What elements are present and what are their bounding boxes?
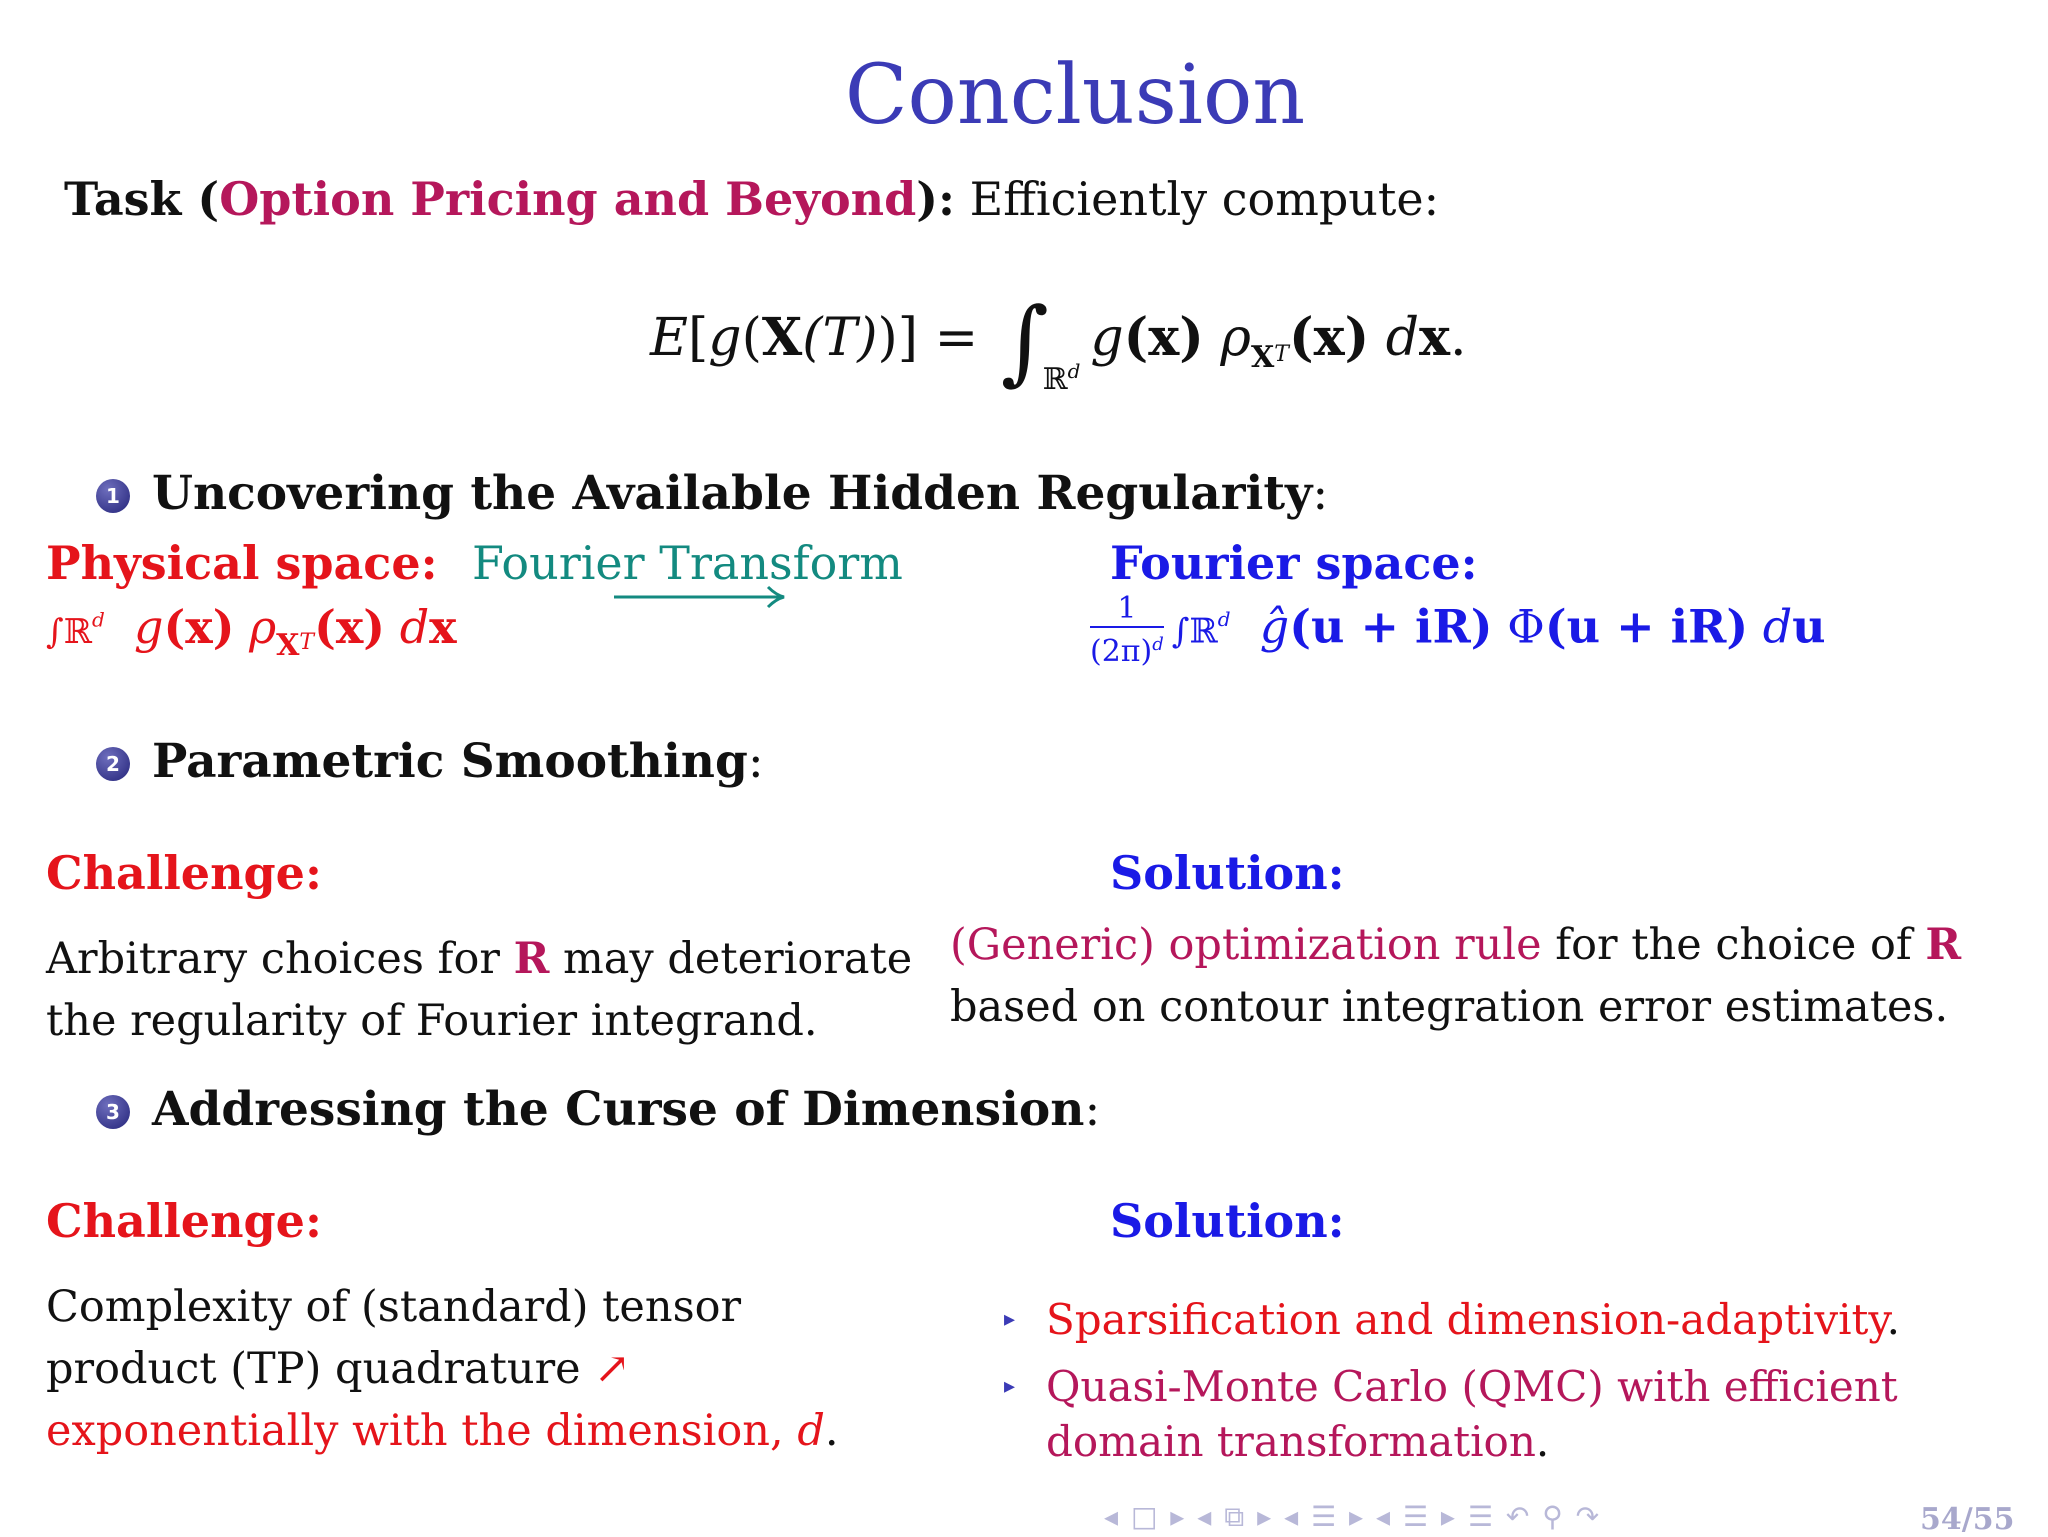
bullet-triangle-icon: ▸ [1004, 1374, 1016, 1399]
fourier-integral: ∫ℝ [1171, 611, 1218, 652]
beamer-navigation-controls[interactable]: ◂ □ ▸ ◂ ⧉ ▸ ◂ ☰ ▸ ◂ ☰ ▸ ☰ ↶ ⚲ ↷ [1104, 1500, 1602, 1533]
fourier-ghat: ĝ [1259, 599, 1290, 654]
enum-item-2 [96, 734, 764, 789]
physical-rho-sub: X [276, 628, 300, 663]
enum-number-3: 3 [96, 1095, 130, 1129]
bullet-text-1: Sparsification and dimension-adaptivity [1046, 1295, 1887, 1344]
challenge-d: d [797, 1406, 825, 1456]
smoothing-solution-heading: Solution: [1110, 846, 1345, 900]
page-number: 54/55 [1920, 1502, 2015, 1537]
solution-R: R [1925, 920, 1962, 970]
eq-paren: ( [741, 308, 762, 368]
physical-rho: ρ [249, 600, 277, 654]
smoothing-challenge-line-1 [46, 928, 912, 990]
fraction-denominator-exp: d [1152, 634, 1164, 655]
enum-colon-1: : [1312, 466, 1329, 521]
list-item [1004, 1292, 2048, 1347]
enum-colon-2: : [747, 734, 764, 789]
challenge-line-3-text: exponentially with the dimension, [46, 1406, 798, 1456]
main-equation [650, 288, 1467, 397]
enum-item-3 [96, 1082, 1100, 1137]
dimension-solution-heading: Solution: [1110, 1194, 1345, 1248]
task-highlight: Option Pricing and Beyond [219, 172, 917, 226]
solution-text-b: for the choice of [1541, 920, 1926, 970]
fraction-numerator: 1 [1090, 592, 1164, 628]
physical-space-heading: Physical space: [46, 536, 438, 590]
eq-domain-d: d [1067, 359, 1081, 383]
eq-rho: ρ [1220, 308, 1251, 368]
task-statement [64, 172, 1439, 226]
optimization-rule-text: (Generic) optimization rule [950, 920, 1542, 970]
eq-E: E [650, 308, 688, 368]
fourier-fraction [1090, 592, 1164, 669]
fourier-du: u [1792, 599, 1826, 654]
fourier-arg1: (u + iR) [1289, 599, 1493, 654]
smoothing-solution-line-1 [950, 914, 1961, 976]
dimension-challenge-line-3 [46, 1400, 839, 1462]
fraction-denominator [1090, 628, 1164, 669]
bullet-end-1: . [1886, 1295, 1900, 1344]
eq-dx: x [1419, 307, 1451, 368]
eq-bracket: [ [687, 308, 709, 368]
fourier-int-sup: d [1217, 607, 1231, 632]
dimension-challenge-line-2 [46, 1338, 839, 1400]
bullet-triangle-icon: ▸ [1004, 1307, 1016, 1332]
smoothing-solution-text [950, 914, 1961, 1038]
fourier-formula [1090, 592, 1826, 669]
eq-close: )] = [877, 308, 995, 368]
eq-domain [1042, 359, 1081, 397]
task-label: Task ( [64, 172, 220, 226]
eq-X: X [761, 307, 803, 368]
enum-item-1 [96, 466, 1328, 521]
smoothing-challenge-heading: Challenge: [46, 846, 322, 900]
task-close: ): [916, 172, 956, 226]
fourier-space-heading: Fourier space: [1110, 536, 1478, 590]
fourier-d: d [1762, 599, 1793, 654]
transform-arrow-icon [612, 585, 788, 613]
physical-integral: ∫ℝ [46, 612, 92, 652]
dimension-challenge-text [46, 1276, 839, 1462]
dimension-challenge-line-1: Complexity of (standard) tensor [46, 1282, 742, 1332]
eq-d: d [1385, 308, 1420, 368]
fraction-denominator-base: (2π) [1090, 634, 1153, 669]
enum-title-1: Uncovering the Available Hidden Regularity [152, 466, 1313, 521]
enum-title-3: Addressing the Curse of Dimension [152, 1082, 1085, 1137]
increase-arrow-icon: ↗ [594, 1344, 631, 1394]
physical-x2: (x) [314, 600, 386, 654]
enum-number-2: 2 [96, 747, 130, 781]
physical-rho-subsub: T [299, 630, 315, 655]
smoothing-solution-line-2: based on contour integration error estimates. [950, 982, 1949, 1032]
eq-rho-subsub: T [1274, 342, 1289, 367]
physical-g: g [134, 600, 164, 654]
slide-title: Conclusion [844, 48, 1306, 143]
challenge-R: R [513, 934, 550, 984]
physical-sup: d [91, 607, 105, 632]
smoothing-challenge-text [46, 928, 912, 1052]
enum-colon-3: : [1084, 1082, 1101, 1137]
integral-sign: ∫ [1000, 288, 1049, 395]
fourier-transform-label: Fourier Transform [472, 536, 903, 590]
eq-x2: (x) [1288, 307, 1370, 368]
eq-rho-sub: X [1251, 340, 1275, 375]
smoothing-challenge-line-2: the regularity of Fourier integrand. [46, 996, 818, 1046]
physical-d: d [399, 600, 430, 654]
list-item [1004, 1359, 2048, 1469]
fourier-arg2: (u + iR) [1544, 599, 1749, 654]
bullet-text-2: Quasi-Monte Carlo (QMC) with efficient domain transformation [1046, 1362, 1898, 1466]
enum-number-1: 1 [96, 479, 130, 513]
eq-x1: (x) [1123, 307, 1204, 368]
physical-x3: x [429, 600, 457, 654]
eq-domain-R: ℝ [1042, 362, 1068, 397]
eq-T: (T) [802, 308, 878, 368]
challenge-line-2-text: product (TP) quadrature [46, 1344, 595, 1394]
fourier-phi: Φ [1507, 599, 1545, 654]
bullet-end-2: . [1535, 1417, 1550, 1466]
challenge-period: . [824, 1406, 839, 1456]
challenge-text-b: may deteriorate [549, 934, 913, 984]
eq-g: g [708, 308, 742, 368]
eq-g2: g [1090, 308, 1124, 368]
dimension-challenge-heading: Challenge: [46, 1194, 322, 1248]
eq-period: . [1450, 308, 1467, 368]
dimension-solution-list [1004, 1292, 2048, 1481]
physical-formula [46, 600, 457, 663]
task-text: Efficiently compute: [955, 172, 1440, 226]
challenge-text-a: Arbitrary choices for [46, 934, 514, 984]
enum-title-2: Parametric Smoothing [152, 734, 748, 789]
physical-x1: (x) [163, 600, 235, 654]
